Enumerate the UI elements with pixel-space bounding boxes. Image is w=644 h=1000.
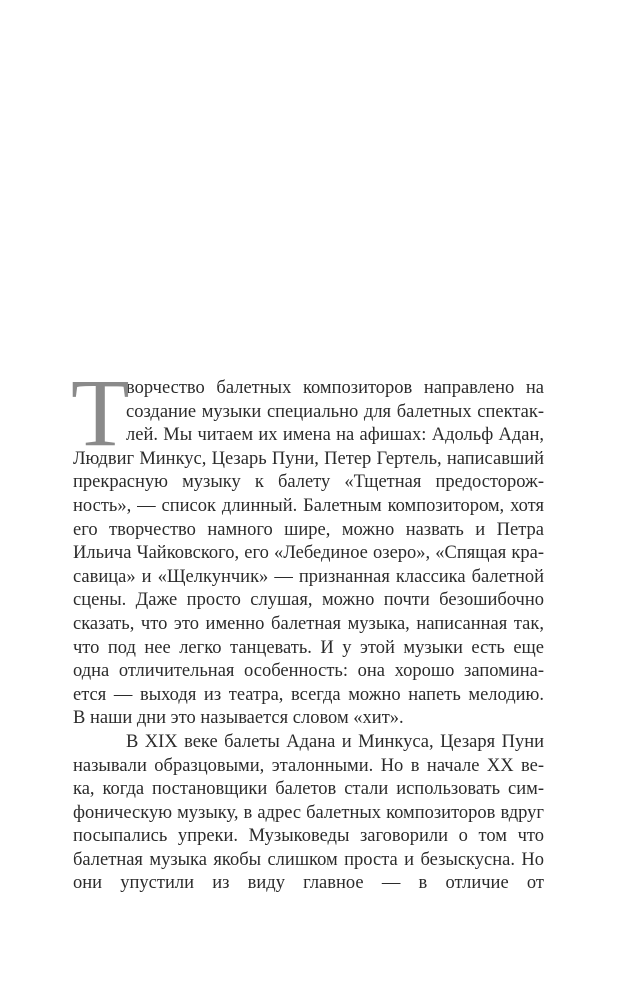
text-line: В XIX веке балеты Адана и Минкуса, Цезаря Пуни — [126, 731, 544, 752]
text-line: прекрасную музыку к балету «Тщетная предосторож- — [73, 472, 544, 493]
text-line: ность», — список длинный. Балетным композитором, хотя — [73, 495, 544, 516]
text-line: сцены. Даже просто слушая, можно почти безошибочно — [73, 590, 544, 611]
text-line: Ильича Чайковского, его «Лебединое озеро», «Спящая кра- — [73, 543, 544, 564]
text-line: В наши дни это называется словом «хит». — [73, 708, 404, 729]
text-line: сказать, что это именно балетная музыка, написанная так, — [73, 613, 544, 634]
text-line: лей. Мы читаем их имена на афишах: Адольф Адан, — [126, 425, 544, 446]
text-line: ка, когда постановщики балетов стали использовать сим- — [73, 779, 544, 800]
drop-cap: Т — [71, 359, 130, 466]
text-line: его творчество намного шире, можно назвать и Петра — [73, 519, 544, 540]
paragraph-2 — [73, 731, 544, 896]
page-body — [71, 359, 544, 896]
text-line: посыпались упреки. Музыковеды заговорили о том что — [73, 826, 544, 847]
text-line: балетная музыка якобы слишком проста и безыскусна. Но — [73, 849, 544, 870]
text-line: ется — выходя из театра, всегда можно напеть мелодию. — [73, 684, 544, 705]
text-line: ворчество балетных композиторов направлено на — [126, 378, 544, 398]
text-line: Людвиг Минкус, Цезарь Пуни, Петер Гертель, написавший — [73, 448, 544, 469]
paragraph-1 — [73, 377, 544, 731]
text-line: савица» и «Щелкунчик» — признанная классика балетной — [73, 566, 544, 587]
text-line: одна отличительная особенность: она хорошо запомина- — [73, 661, 544, 682]
text-line: фоническую музыку, в адрес балетных композиторов вдруг — [73, 802, 544, 823]
text-line: что под нее легко танцевать. И у этой музыки есть еще — [73, 637, 544, 658]
text-line: называли образцовыми, эталонными. Но в начале XX ве- — [73, 755, 544, 776]
text-line: они упустили из виду главное — в отличие от — [73, 873, 544, 894]
text-line: создание музыки специально для балетных спектак- — [126, 401, 544, 422]
